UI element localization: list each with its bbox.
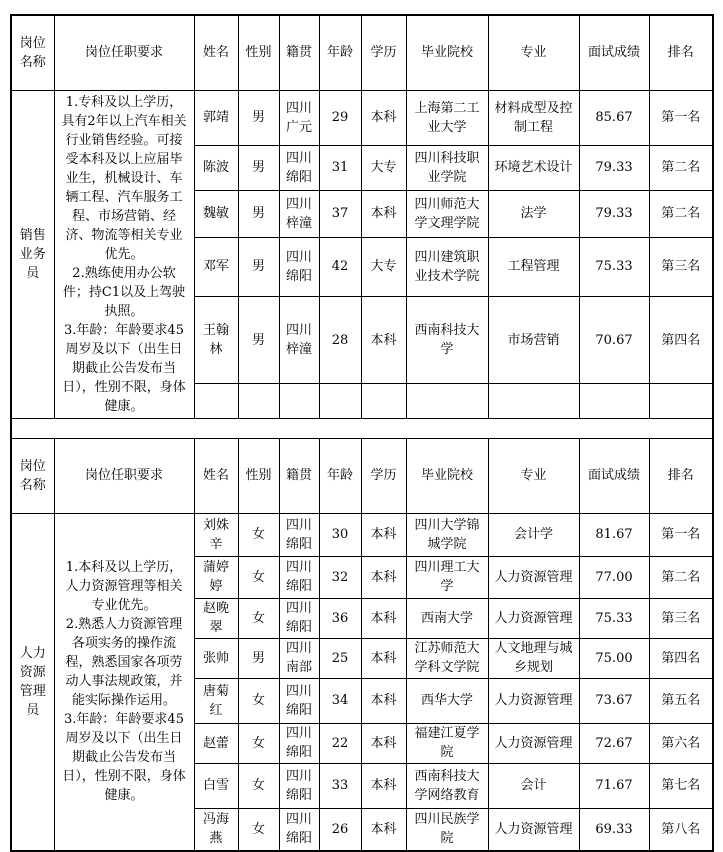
cell-education: 本科 xyxy=(361,638,406,678)
header-position-name: 岗位名称 xyxy=(11,15,54,90)
cell-major: 材料成型及控制工程 xyxy=(488,90,579,145)
header-gender: 性别 xyxy=(238,438,279,513)
cell-major: 会计学 xyxy=(488,513,579,556)
cell-rank: 第四名 xyxy=(649,638,713,678)
cell-score: 85.67 xyxy=(579,90,649,145)
header-school: 毕业院校 xyxy=(406,15,488,90)
requirement-item: 3.年龄：年龄要求45周岁及以下（出生日期截止公告发布当日），性别不限，身体健康。 xyxy=(62,322,186,414)
empty-cell xyxy=(194,383,238,418)
cell-education: 本科 xyxy=(361,723,406,763)
cell-age: 30 xyxy=(319,513,361,556)
header-age: 年龄 xyxy=(319,438,361,513)
empty-cell xyxy=(488,383,579,418)
header-row-section-2 xyxy=(11,438,713,513)
cell-name: 冯海燕 xyxy=(194,808,238,851)
cell-school: 西南大学 xyxy=(406,598,488,638)
header-education: 学历 xyxy=(361,15,406,90)
cell-name: 张帅 xyxy=(194,638,238,678)
header-hometown: 籍贯 xyxy=(279,438,319,513)
cell-education: 本科 xyxy=(361,513,406,556)
cell-gender: 男 xyxy=(238,145,279,190)
cell-score: 72.67 xyxy=(579,723,649,763)
header-rank: 排名 xyxy=(649,15,713,90)
cell-age: 28 xyxy=(319,297,361,384)
cell-hometown: 四川绵阳 xyxy=(279,237,319,297)
cell-major: 工程管理 xyxy=(488,237,579,297)
cell-score: 75.33 xyxy=(579,598,649,638)
cell-school: 福建江夏学院 xyxy=(406,723,488,763)
cell-gender: 男 xyxy=(238,638,279,678)
cell-gender: 男 xyxy=(238,297,279,384)
cell-age: 34 xyxy=(319,678,361,723)
header-age: 年龄 xyxy=(319,15,361,90)
empty-cell xyxy=(406,383,488,418)
cell-education: 本科 xyxy=(361,191,406,238)
cell-age: 31 xyxy=(319,145,361,190)
cell-hometown: 四川绵阳 xyxy=(279,808,319,851)
cell-score: 71.67 xyxy=(579,763,649,808)
cell-gender: 男 xyxy=(238,191,279,238)
header-gender: 性别 xyxy=(238,15,279,90)
cell-hometown: 四川绵阳 xyxy=(279,513,319,556)
cell-major: 人文地理与城乡规划 xyxy=(488,638,579,678)
table-row xyxy=(11,513,713,556)
cell-rank: 第一名 xyxy=(649,90,713,145)
cell-hometown: 四川南部 xyxy=(279,638,319,678)
cell-hometown: 四川梓潼 xyxy=(279,191,319,238)
cell-name: 郭靖 xyxy=(194,90,238,145)
header-row-section-1 xyxy=(11,15,713,90)
requirements-cell xyxy=(54,513,194,851)
cell-hometown: 四川绵阳 xyxy=(279,763,319,808)
cell-major: 人力资源管理 xyxy=(488,808,579,851)
header-score: 面试成绩 xyxy=(579,15,649,90)
cell-school: 上海第二工业大学 xyxy=(406,90,488,145)
cell-education: 大专 xyxy=(361,237,406,297)
header-requirements: 岗位任职要求 xyxy=(54,438,194,513)
table-row xyxy=(11,90,713,145)
header-score: 面试成绩 xyxy=(579,438,649,513)
cell-score: 77.00 xyxy=(579,556,649,598)
cell-hometown: 四川广元 xyxy=(279,90,319,145)
cell-major: 人力资源管理 xyxy=(488,678,579,723)
section-separator-row xyxy=(11,418,713,438)
cell-name: 蒲婷婷 xyxy=(194,556,238,598)
cell-education: 本科 xyxy=(361,678,406,723)
cell-major: 人力资源管理 xyxy=(488,723,579,763)
cell-score: 81.67 xyxy=(579,513,649,556)
interview-results-table xyxy=(10,14,714,852)
cell-school: 四川理工大学 xyxy=(406,556,488,598)
cell-name: 赵蕾 xyxy=(194,723,238,763)
cell-major: 环境艺术设计 xyxy=(488,145,579,190)
header-education: 学历 xyxy=(361,438,406,513)
cell-name: 唐菊红 xyxy=(194,678,238,723)
header-name: 姓名 xyxy=(194,438,238,513)
requirement-item: 2.熟悉人力资源管理各项实务的操作流程，熟悉国家各项劳动人事法规政策，并能实际操作运用。 xyxy=(65,617,183,709)
cell-name: 陈波 xyxy=(194,145,238,190)
cell-name: 白雪 xyxy=(194,763,238,808)
cell-hometown: 四川绵阳 xyxy=(279,145,319,190)
cell-age: 29 xyxy=(319,90,361,145)
header-school: 毕业院校 xyxy=(406,438,488,513)
requirement-item: 1.专科及以上学历，具有2年以上汽车相关行业销售经验。可接受本科及以上应届毕业生，机械设计、车辆工程、汽车服务工程、市场营销、经济、物流等相关专业优先。 xyxy=(61,94,187,262)
cell-major: 人力资源管理 xyxy=(488,556,579,598)
cell-rank: 第二名 xyxy=(649,556,713,598)
requirement-item: 3.年龄：年龄要求45周岁及以下（出生日期截止公告发布当日），性别不限，身体健康。 xyxy=(62,712,186,804)
cell-name: 赵晚翠 xyxy=(194,598,238,638)
cell-school: 江苏师范大学科文学院 xyxy=(406,638,488,678)
cell-age: 26 xyxy=(319,808,361,851)
cell-age: 25 xyxy=(319,638,361,678)
header-hometown: 籍贯 xyxy=(279,15,319,90)
cell-score: 75.00 xyxy=(579,638,649,678)
cell-name: 魏敏 xyxy=(194,191,238,238)
cell-age: 22 xyxy=(319,723,361,763)
cell-hometown: 四川绵阳 xyxy=(279,598,319,638)
cell-school: 四川师范大学文理学院 xyxy=(406,191,488,238)
cell-school: 四川民族学院 xyxy=(406,808,488,851)
cell-school: 西华大学 xyxy=(406,678,488,723)
cell-rank: 第五名 xyxy=(649,678,713,723)
empty-cell xyxy=(279,383,319,418)
cell-education: 本科 xyxy=(361,598,406,638)
cell-school: 西南科技大学 xyxy=(406,297,488,384)
empty-cell xyxy=(579,383,649,418)
cell-hometown: 四川绵阳 xyxy=(279,723,319,763)
cell-gender: 女 xyxy=(238,556,279,598)
cell-school: 四川建筑职业技术学院 xyxy=(406,237,488,297)
cell-rank: 第八名 xyxy=(649,808,713,851)
cell-rank: 第二名 xyxy=(649,191,713,238)
cell-education: 大专 xyxy=(361,145,406,190)
cell-gender: 男 xyxy=(238,237,279,297)
header-requirements: 岗位任职要求 xyxy=(54,15,194,90)
cell-age: 36 xyxy=(319,598,361,638)
cell-school: 四川大学锦城学院 xyxy=(406,513,488,556)
position-name-cell: 人力资源管理员 xyxy=(11,513,54,851)
requirements-cell xyxy=(54,90,194,418)
cell-score: 70.67 xyxy=(579,297,649,384)
cell-gender: 女 xyxy=(238,678,279,723)
position-name-cell: 销售业务员 xyxy=(11,90,54,418)
cell-rank: 第七名 xyxy=(649,763,713,808)
cell-hometown: 四川绵阳 xyxy=(279,678,319,723)
empty-cell xyxy=(319,383,361,418)
cell-score: 75.33 xyxy=(579,237,649,297)
cell-age: 37 xyxy=(319,191,361,238)
header-major: 专业 xyxy=(488,438,579,513)
requirement-item: 2.熟练使用办公软件；持C1以及上驾驶执照。 xyxy=(62,265,186,319)
cell-rank: 第四名 xyxy=(649,297,713,384)
cell-major: 会计 xyxy=(488,763,579,808)
cell-major: 市场营销 xyxy=(488,297,579,384)
cell-age: 32 xyxy=(319,556,361,598)
header-rank: 排名 xyxy=(649,438,713,513)
separator-cell xyxy=(11,418,713,438)
cell-age: 33 xyxy=(319,763,361,808)
cell-gender: 女 xyxy=(238,598,279,638)
cell-rank: 第一名 xyxy=(649,513,713,556)
empty-cell xyxy=(238,383,279,418)
cell-score: 69.33 xyxy=(579,808,649,851)
cell-school: 四川科技职业学院 xyxy=(406,145,488,190)
cell-age: 42 xyxy=(319,237,361,297)
cell-education: 本科 xyxy=(361,297,406,384)
cell-score: 73.67 xyxy=(579,678,649,723)
cell-education: 本科 xyxy=(361,90,406,145)
cell-gender: 男 xyxy=(238,90,279,145)
cell-gender: 女 xyxy=(238,723,279,763)
header-major: 专业 xyxy=(488,15,579,90)
cell-rank: 第二名 xyxy=(649,145,713,190)
cell-rank: 第六名 xyxy=(649,723,713,763)
requirement-item: 1.本科及以上学历，人力资源管理等相关专业优先。 xyxy=(65,560,183,614)
cell-major: 人力资源管理 xyxy=(488,598,579,638)
cell-hometown: 四川绵阳 xyxy=(279,556,319,598)
cell-name: 邓军 xyxy=(194,237,238,297)
cell-rank: 第三名 xyxy=(649,237,713,297)
empty-cell xyxy=(649,383,713,418)
cell-score: 79.33 xyxy=(579,145,649,190)
cell-rank: 第三名 xyxy=(649,598,713,638)
cell-gender: 女 xyxy=(238,513,279,556)
cell-major: 法学 xyxy=(488,191,579,238)
cell-hometown: 四川梓潼 xyxy=(279,297,319,384)
cell-education: 本科 xyxy=(361,808,406,851)
cell-name: 王翰林 xyxy=(194,297,238,384)
cell-name: 刘姝辛 xyxy=(194,513,238,556)
cell-school: 西南科技大学网络教育 xyxy=(406,763,488,808)
cell-gender: 女 xyxy=(238,763,279,808)
header-position-name: 岗位名称 xyxy=(11,438,54,513)
cell-education: 本科 xyxy=(361,763,406,808)
empty-cell xyxy=(361,383,406,418)
cell-education: 本科 xyxy=(361,556,406,598)
cell-gender: 女 xyxy=(238,808,279,851)
header-name: 姓名 xyxy=(194,15,238,90)
cell-score: 79.33 xyxy=(579,191,649,238)
